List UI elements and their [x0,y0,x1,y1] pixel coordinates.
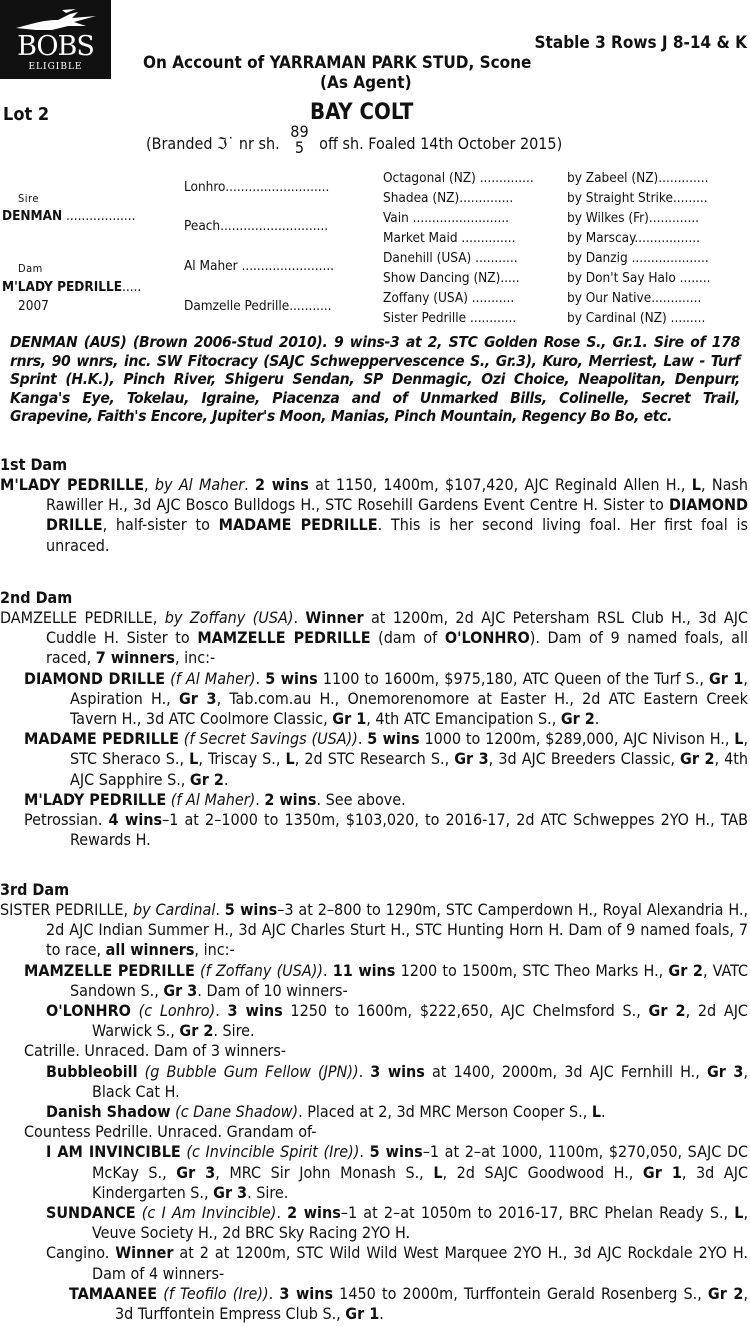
gen2-dam-dam: Damzelle Pedrille [184,298,290,314]
produce-entry: M'LADY PEDRILLE (f Al Maher). 2 wins. See above. [24,789,406,809]
section-title: 1st Dam [0,455,68,474]
produce-entry: TAMAANEE (f Teofilo (Ire)). 3 wins 1450 to 2000m, Turffontein Gerald Rosenberg S., Gr 2, 3d Turffontein Empress Club S., Gr 1. [69,1283,749,1324]
fraction-bottom: 5 [294,138,305,157]
dam-name: M'LADY PEDRILLE [2,279,122,295]
first-dam-entry: M'LADY PEDRILLE, by Al Maher. 2 wins at 1150, 1400m, $107,420, AJC Reginald Allen H., L, Nash Rawiller H., 3d AJC Bosco Bulldogs H., STC Rosehill Gardens Event Centre H. Sister to DIAMOND DRILLE, half-sister to MADAME PEDRILLE. This is her second living foal. Her first foal is unraced. [0,475,749,555]
produce-entry: I AM INVINCIBLE (c Invincible Spirit (Ire)). 5 wins–1 at 2–at 1000, 1100m, $270,050, SAJC DC McKay S., Gr 3, MRC Sir John Monash S., L, 2d SAJC Goodwood H., Gr 1, 3d AJC Kindergarten S., Gr 3. Sire. [46,1142,749,1202]
produce-entry: Countess Pedrille. Unraced. Grandam of- [24,1122,317,1142]
vendor-line: On Account of YARRAMAN PARK STUD, Scone [143,53,532,73]
sire-name: DENMAN [2,208,63,224]
produce-entry: MAMZELLE PEDRILLE (f Zoffany (USA)). 11 wins 1200 to 1500m, STC Theo Marks H., Gr 2, VATC Sandown S., Gr 3. Dam of 10 winners- [24,960,749,1000]
produce-entry: MADAME PEDRILLE (f Secret Savings (USA)). 5 wins 1000 to 1200m, $289,000, AJC Nivison H., L, STC Sheraco S., L, Triscay S., L, 2d STC Research S., Gr 3, 3d AJC Breeders Classic, Gr 2, 4th AJC Sapphire S., Gr 2. [24,729,749,789]
gen3-by: by Marscay [567,230,635,246]
sibling-name: DIAMOND DRILLE [46,495,748,535]
gen3-name: Zoffany (USA) [383,290,468,306]
stable-location: Stable 3 Rows J 8-14 & K [534,33,747,53]
gen3-name: Shadea (NZ) [383,190,460,206]
lot-number: Lot 2 [3,104,50,125]
lot-title: BAY COLT [310,100,414,125]
gen3-by: by Wilkes (Fr) [567,210,649,226]
produce-entry: SUNDANCE (c I Am Invincible). 2 wins–1 at 2–at 1050m to 2016-17, BRC Phelan Ready S., L, Veuve Society H., 2d BRC Sky Racing 2YO H. [46,1203,749,1243]
gen3-by: by Danzig [567,250,628,266]
gen3-by: by Straight Strike [567,190,673,206]
sire-label: Sire [18,192,39,205]
produce-entry: Catrille. Unraced. Dam of 3 winners- [24,1041,287,1061]
section-title: 3rd Dam [0,880,70,899]
gen3-name: Octagonal (NZ) [383,170,476,186]
gen3-by: by Cardinal (NZ) [567,310,667,326]
foaled-text: off sh. Foaled 14th October 2015) [319,134,563,153]
logo-text: BOBS [17,31,94,62]
dam-year: 2007 [18,298,49,314]
section-title: 2nd Dam [0,588,73,607]
gen3-by: by Our Native [567,290,652,306]
brand-prefix: (Branded [146,134,213,153]
fraction-top: 89 [290,122,309,141]
first-dam-section [0,455,748,556]
gen3-name: Sister Pedrille [383,310,467,326]
produce-entry: Petrossian. 4 wins–1 at 2–1000 to 1350m, $103,020, to 2016-17, 2d ATC Schweppes 2YO H., TAB Rewards H. [24,810,749,850]
agent-line: (As Agent) [320,73,412,93]
brand-fraction [290,124,308,156]
produce-entry: Cangino. Winner at 2 at 1200m, STC Wild Wild West Marquee 2YO H., 3d AJC Rockdale 2YO H. Dam of 4 winners- [46,1243,748,1283]
gen3-by: by Zabeel (NZ) [567,170,659,186]
gen3-name: Danehill (USA) [383,250,472,266]
gen3-name: Vain [383,210,409,226]
wins: 2 wins [255,475,309,494]
gen2-dam-sire: Al Maher [184,258,238,274]
horse-name: DAMZELLE PEDRILLE [0,608,153,627]
second-dam-section [0,588,748,850]
gen3-by: by Don't Say Halo [567,270,676,286]
brand-mid: nr sh. [238,134,280,153]
second-dam-entry: DAMZELLE PEDRILLE, by Zoffany (USA). Winner at 1200m, 2d AJC Petersham RSL Club H., 3d AJC Cuddle H. Sister to MAMZELLE PEDRILLE (dam of O'LONHRO). Dam of 9 named foals, all raced, 7 winners, inc:- [0,608,749,668]
third-dam-entry: SISTER PEDRILLE, by Cardinal. 5 wins–3 at 2–800 to 1290m, STC Camperdown H., Royal Alexandria H., 2d AJC Indian Summer H., 3d AJC Charles Sturt H., STC Hunting Horn H. Dam of 9 named foals, 7 to race, all winners, inc:- [0,900,749,960]
produce-entry: O'LONHRO (c Lonhro). 3 wins 1250 to 1600m, $222,650, AJC Chelmsford S., Gr 2, 2d AJC Warwick S., Gr 2. Sire. [46,1001,748,1041]
dam-label: Dam [18,262,43,275]
horse-name: M'LADY PEDRILLE [0,475,144,494]
brand-line [146,124,562,164]
bobs-eligible-logo [0,0,111,79]
brand-mark-icon: ℑ˙ [217,134,235,153]
logo-subtext: ELIGIBLE [28,62,83,72]
gen3-name: Show Dancing (NZ) [383,270,501,286]
produce-entry: Bubbleobill (g Bubble Gum Fellow (JPN)). 3 wins at 1400, 2000m, 3d AJC Fernhill H., Gr 3, Black Cat H. [46,1061,748,1101]
sire-summary: DENMAN (AUS) (Brown 2006-Stud 2010). 9 wins-3 at 2, STC Golden Rose S., Gr.1. Sire of 178 rnrs, 90 wnrs, inc. SW Fitocracy (SAJC Schweppervescence S., Gr.3), Kuro, Merriest, Law - Turf Sprint (H.K.), Pinch River, Shigeru Sendan, SP Denmagic, Ozi Choice, Neapolitan, Denpurr, Kanga's Eye, Tokelau, Igraine, Piacenza and of Unmarked Bills, Colinelle, Secret Trail, Grapevine, Faith's Encore, Jupiter's Moon, Manias, Pinch Mountain, Regency Bo Bo, etc. [10,333,740,425]
third-dam-section [0,880,748,1324]
produce-entry: Danish Shadow (c Dane Shadow). Placed at 2, 3d MRC Merson Cooper S., L. [46,1102,606,1122]
gen2-sire-sire: Lonhro [184,179,226,195]
gen3-name: Market Maid [383,230,458,246]
gen2-sire-dam: Peach [184,218,221,234]
sire-ref: by Al Maher [154,475,245,494]
produce-entry: DIAMOND DRILLE (f Al Maher). 5 wins 1100 to 1600m, $975,180, ATC Queen of the Turf S., Gr 1, Aspiration H., Gr 3, Tab.com.au H., Onemorenomore at Easter H., 2d ATC Eastern Creek Tavern H., 3d ATC Coolmore Classic, Gr 1, 4th ATC Emancipation S., Gr 2. [24,668,748,729]
sibling-name: MADAME PEDRILLE [218,515,378,535]
